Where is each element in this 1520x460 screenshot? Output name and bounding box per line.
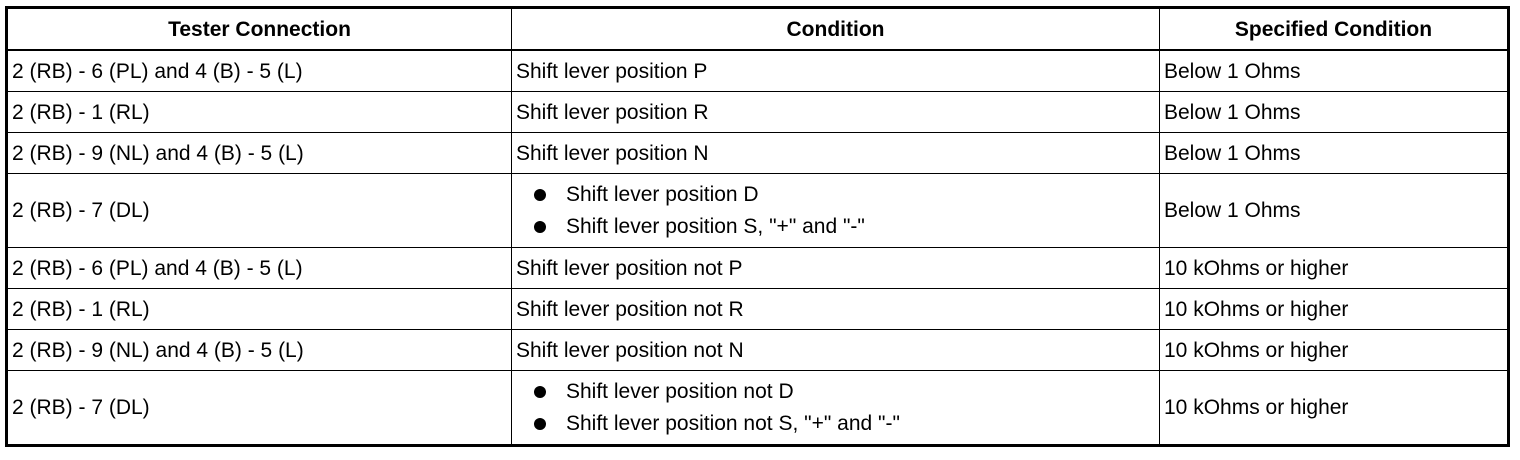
- table-body: [7, 50, 1509, 446]
- tester-connection-cell: 2 (RB) - 7 (DL): [7, 371, 512, 446]
- bullet-icon: [534, 221, 546, 233]
- specified-condition-cell: 10 kOhms or higher: [1160, 371, 1509, 446]
- header-tester-connection: Tester Connection: [7, 8, 512, 51]
- specified-condition-cell: Below 1 Ohms: [1160, 133, 1509, 174]
- tester-connection-cell: 2 (RB) - 7 (DL): [7, 174, 512, 248]
- header-row: [7, 8, 1509, 51]
- condition-item-text: Shift lever position not S, "+" and "-": [566, 411, 900, 435]
- specified-condition-cell: Below 1 Ohms: [1160, 50, 1509, 92]
- specified-condition-cell: 10 kOhms or higher: [1160, 330, 1509, 371]
- tester-connection-cell: 2 (RB) - 1 (RL): [7, 289, 512, 330]
- condition-cell: [512, 371, 1160, 446]
- condition-cell: Shift lever position R: [512, 92, 1160, 133]
- specified-condition-cell: Below 1 Ohms: [1160, 92, 1509, 133]
- table-row: [7, 92, 1509, 133]
- table-header: [7, 8, 1509, 51]
- condition-cell: Shift lever position P: [512, 50, 1160, 92]
- condition-item-text: Shift lever position not D: [566, 379, 794, 403]
- condition-list-item: [534, 408, 1159, 440]
- tester-connection-cell: 2 (RB) - 1 (RL): [7, 92, 512, 133]
- tester-connection-cell: 2 (RB) - 6 (PL) and 4 (B) - 5 (L): [7, 248, 512, 289]
- condition-list-item: [534, 211, 1159, 243]
- condition-cell: Shift lever position not R: [512, 289, 1160, 330]
- tester-connection-cell: 2 (RB) - 9 (NL) and 4 (B) - 5 (L): [7, 133, 512, 174]
- bullet-icon: [534, 189, 546, 201]
- tester-connection-cell: 2 (RB) - 6 (PL) and 4 (B) - 5 (L): [7, 50, 512, 92]
- table-row: [7, 174, 1509, 248]
- condition-list: [516, 376, 1159, 440]
- specification-table: [5, 6, 1510, 447]
- specified-condition-cell: 10 kOhms or higher: [1160, 289, 1509, 330]
- specified-condition-cell: Below 1 Ohms: [1160, 174, 1509, 248]
- specified-condition-cell: 10 kOhms or higher: [1160, 248, 1509, 289]
- table-row: [7, 371, 1509, 446]
- condition-list-item: [534, 376, 1159, 408]
- table-row: [7, 248, 1509, 289]
- condition-item-text: Shift lever position S, "+" and "-": [566, 214, 865, 238]
- table-row: [7, 50, 1509, 92]
- header-specified-condition: Specified Condition: [1160, 8, 1509, 51]
- condition-cell: Shift lever position N: [512, 133, 1160, 174]
- condition-cell: Shift lever position not P: [512, 248, 1160, 289]
- table-row: [7, 289, 1509, 330]
- bullet-icon: [534, 418, 546, 430]
- tester-connection-cell: 2 (RB) - 9 (NL) and 4 (B) - 5 (L): [7, 330, 512, 371]
- bullet-icon: [534, 386, 546, 398]
- condition-cell: Shift lever position not N: [512, 330, 1160, 371]
- header-condition: Condition: [512, 8, 1160, 51]
- table-row: [7, 330, 1509, 371]
- table-row: [7, 133, 1509, 174]
- condition-list: [516, 179, 1159, 243]
- condition-list-item: [534, 179, 1159, 211]
- condition-cell: [512, 174, 1160, 248]
- condition-item-text: Shift lever position D: [566, 182, 759, 206]
